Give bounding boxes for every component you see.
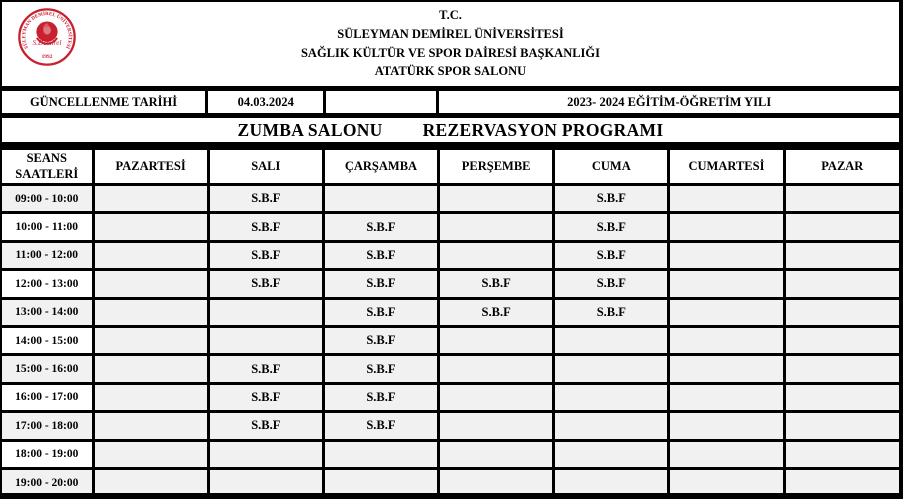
schedule-cell: S.B.F [554, 298, 669, 326]
schedule-cell: S.B.F [554, 241, 669, 269]
schedule-cell [554, 468, 669, 495]
schedule-cell [784, 468, 899, 495]
page-title [2, 118, 899, 147]
schedule-cell [669, 298, 784, 326]
schedule-cell [208, 440, 323, 468]
schedule-row [2, 412, 899, 440]
org-line-tc: T.C. [439, 8, 462, 22]
schedule-row [2, 468, 899, 495]
schedule-cell [93, 440, 208, 468]
schedule-cell: S.B.F [323, 383, 438, 411]
schedule-cell: S.B.F [554, 270, 669, 298]
org-title-lines [2, 2, 899, 81]
schedule-cell [784, 298, 899, 326]
schedule-cell [93, 355, 208, 383]
schedule-day-header: ÇARŞAMBA [323, 149, 438, 185]
schedule-cell: S.B.F [208, 241, 323, 269]
schedule-cell: S.B.F [323, 241, 438, 269]
schedule-cell [669, 412, 784, 440]
schedule-row [2, 241, 899, 269]
schedule-day-header: CUMARTESİ [669, 149, 784, 185]
schedule-row [2, 213, 899, 241]
schedule-row [2, 326, 899, 354]
meta-update-date-cell: 04.03.2024 [207, 89, 325, 116]
schedule-time-cell: 09:00 - 10:00 [2, 185, 93, 213]
schedule-cell: S.B.F [208, 355, 323, 383]
schedule-cell [669, 213, 784, 241]
schedule-cell [93, 383, 208, 411]
schedule-cell [784, 326, 899, 354]
schedule-cell: S.B.F [208, 270, 323, 298]
schedule-cell [784, 270, 899, 298]
schedule-cell [554, 383, 669, 411]
meta-update-label-cell: GÜNCELLENME TARİHİ [2, 89, 207, 116]
schedule-day-header: SALI [208, 149, 323, 185]
schedule-cell: S.B.F [208, 383, 323, 411]
schedule-cell [669, 355, 784, 383]
page-title-venue: ZUMBA SALONU [237, 119, 383, 140]
schedule-cell [669, 185, 784, 213]
schedule-cell [669, 241, 784, 269]
schedule-cell [784, 383, 899, 411]
svg-text:SÜLEYMAN DEMİREL ÜNİVERSİTESİ: SÜLEYMAN DEMİREL ÜNİVERSİTESİ [22, 12, 72, 50]
schedule-cell [784, 241, 899, 269]
schedule-cell [323, 185, 438, 213]
schedule-row [2, 355, 899, 383]
schedule-cell [439, 383, 554, 411]
schedule-cell: S.B.F [323, 326, 438, 354]
schedule-cell [669, 270, 784, 298]
schedule-cell [208, 326, 323, 354]
schedule-cell [784, 440, 899, 468]
schedule-cell [669, 440, 784, 468]
schedule-day-header: PAZAR [784, 149, 899, 185]
schedule-cell [669, 468, 784, 495]
schedule-time-cell: 16:00 - 17:00 [2, 383, 93, 411]
schedule-cell [323, 440, 438, 468]
schedule-cell [208, 298, 323, 326]
schedule-cell [784, 355, 899, 383]
schedule-row [2, 270, 899, 298]
schedule-time-cell: 17:00 - 18:00 [2, 412, 93, 440]
schedule-cell [784, 185, 899, 213]
schedule-row [2, 185, 899, 213]
schedule-cell: S.B.F [439, 270, 554, 298]
schedule-cell: S.B.F [208, 213, 323, 241]
schedule-cell [439, 213, 554, 241]
schedule-cell [554, 355, 669, 383]
schedule-day-header: CUMA [554, 149, 669, 185]
schedule-cell: S.B.F [554, 213, 669, 241]
org-line-department: SAĞLIK KÜLTÜR VE SPOR DAİRESİ BAŞKANLIĞI [300, 45, 601, 60]
schedule-day-header: PERŞEMBE [439, 149, 554, 185]
schedule-cell [439, 185, 554, 213]
schedule-cell [93, 185, 208, 213]
schedule-cell [323, 468, 438, 495]
schedule-cell [554, 440, 669, 468]
svg-text:S.Demirel: S.Demirel [32, 39, 62, 48]
schedule-cell: S.B.F [323, 213, 438, 241]
university-logo-icon [18, 8, 76, 66]
schedule-table [2, 147, 899, 495]
schedule-cell [439, 412, 554, 440]
schedule-cell [93, 326, 208, 354]
schedule-cell [208, 468, 323, 495]
schedule-row [2, 383, 899, 411]
schedule-day-header: PAZARTESİ [93, 149, 208, 185]
schedule-row [2, 440, 899, 468]
svg-text:1992: 1992 [41, 53, 53, 60]
university-logo [18, 8, 76, 66]
schedule-cell [439, 440, 554, 468]
schedule-row [2, 298, 899, 326]
meta-table [2, 86, 899, 118]
schedule-cell [784, 412, 899, 440]
schedule-cell [439, 468, 554, 495]
page-title-program: REZERVASYON PROGRAMI [422, 119, 664, 140]
schedule-cell: S.B.F [323, 270, 438, 298]
schedule-cell [93, 241, 208, 269]
schedule-cell [669, 326, 784, 354]
schedule-cell [93, 298, 208, 326]
schedule-time-cell: 14:00 - 15:00 [2, 326, 93, 354]
schedule-cell [554, 326, 669, 354]
schedule-cell [669, 383, 784, 411]
schedule-body [2, 185, 899, 496]
schedule-time-cell: 18:00 - 19:00 [2, 440, 93, 468]
schedule-time-cell: 10:00 - 11:00 [2, 213, 93, 241]
schedule-cell: S.B.F [323, 355, 438, 383]
meta-row [2, 89, 899, 116]
org-line-university: SÜLEYMAN DEMİREL ÜNİVERSİTESİ [337, 26, 564, 41]
schedule-cell: S.B.F [208, 185, 323, 213]
schedule-cell [93, 270, 208, 298]
schedule-cell: S.B.F [554, 185, 669, 213]
org-line-venue: ATATÜRK SPOR SALONU [374, 64, 527, 79]
schedule-cell: S.B.F [208, 412, 323, 440]
schedule-cell [93, 213, 208, 241]
schedule-cell [554, 412, 669, 440]
schedule-cell [439, 355, 554, 383]
schedule-time-cell: 13:00 - 14:00 [2, 298, 93, 326]
schedule-header-row [2, 149, 899, 185]
schedule-cell: S.B.F [323, 412, 438, 440]
schedule-cell [93, 412, 208, 440]
schedule-time-cell: 15:00 - 16:00 [2, 355, 93, 383]
schedule-time-cell: 19:00 - 20:00 [2, 468, 93, 495]
schedule-cell [93, 468, 208, 495]
schedule-time-cell: 11:00 - 12:00 [2, 241, 93, 269]
meta-empty-cell [325, 89, 438, 116]
schedule-time-cell: 12:00 - 13:00 [2, 270, 93, 298]
letterhead [2, 2, 899, 86]
schedule-cell [439, 326, 554, 354]
meta-year-cell: 2023- 2024 EĞİTİM-ÖĞRETİM YILI [438, 89, 899, 116]
schedule-cell [439, 241, 554, 269]
schedule-time-header: SEANS SAATLERİ [2, 149, 93, 185]
schedule-cell: S.B.F [323, 298, 438, 326]
schedule-cell [784, 213, 899, 241]
schedule-cell: S.B.F [439, 298, 554, 326]
